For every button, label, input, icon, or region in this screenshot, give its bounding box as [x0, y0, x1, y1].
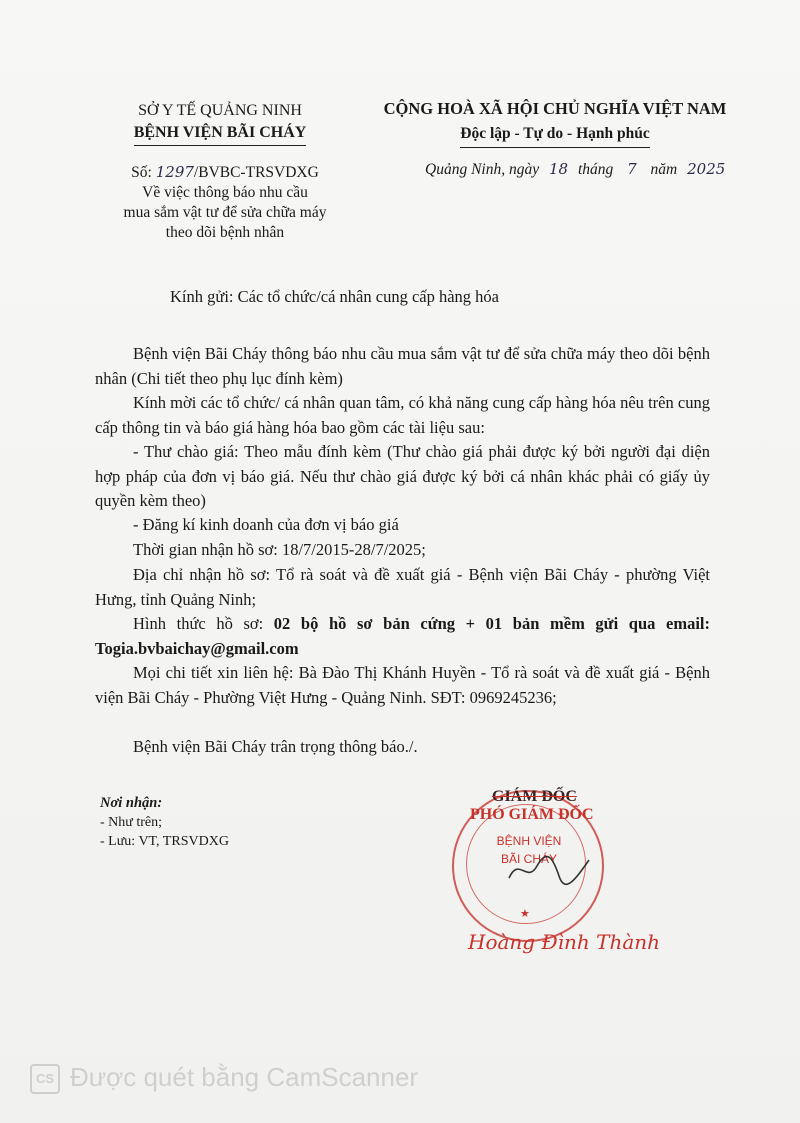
agency-name: SỞ Y TẾ QUẢNG NINH	[138, 102, 302, 119]
country-name: CỘNG HOÀ XÃ HỘI CHỦ NGHĨA VIỆT NAM	[383, 99, 727, 118]
document-date	[425, 160, 755, 179]
date-prefix: Quảng Ninh, ngày	[425, 161, 540, 178]
stamp-text-line-1: BỆNH VIỆN	[496, 834, 562, 848]
body-paragraph-9: Bệnh viện Bãi Cháy trân trọng thông báo./.	[133, 737, 418, 756]
document-number-block	[105, 162, 345, 243]
watermark-text: Được quét bằng CamScanner	[70, 1062, 419, 1092]
body-paragraph-7	[95, 612, 710, 661]
issuer-block	[95, 100, 345, 146]
body-paragraph-3: - Thư chào giá: Theo mẫu đính kèm (Thư chào giá phải được ký bởi người đại diện hợp pháp của đơn vị báo giá. Nếu thư chào giá được ký bởi cá nhân khác phải có giấy ủy quyền kèm theo)	[95, 442, 710, 510]
recipient-line-1: - Như trên;	[100, 815, 163, 830]
submission-format-value: 02 bộ hồ sơ bản cứng + 01 bản mềm gửi qua email: Togia.bvbaichay@gmail.com	[95, 614, 710, 658]
signature-scribble	[505, 850, 595, 890]
national-block	[355, 97, 755, 148]
doc-number-prefix: Số:	[131, 164, 152, 181]
subject-line-1: Về việc thông báo nhu cầu	[142, 184, 308, 201]
doc-number-suffix: /BVBC-TRSVDXG	[193, 164, 319, 181]
signature-title-struck: GIÁM ĐỐC	[492, 788, 577, 805]
body-paragraph-1: Bệnh viện Bãi Cháy thông báo nhu cầu mua sắm vật tư để sửa chữa máy theo dõi bệnh nhân (Chi tiết theo phụ lục đính kèm)	[95, 344, 710, 388]
subject-line-2: mua sắm vật tư để sửa chữa máy	[123, 204, 327, 221]
date-year-label: năm	[650, 161, 678, 178]
date-day: 18	[548, 160, 569, 178]
recipient-line-2: - Lưu: VT, TRSVDXG	[100, 834, 229, 849]
national-motto: Độc lập - Tự do - Hạnh phúc	[460, 122, 649, 148]
subject-line-3: theo dõi bệnh nhân	[165, 224, 285, 241]
body-paragraph-5: Thời gian nhận hồ sơ: 18/7/2015-28/7/2025;	[133, 540, 426, 559]
submission-format-label: Hình thức hồ sơ:	[133, 614, 274, 633]
camscanner-logo-icon: CS	[30, 1064, 60, 1094]
body-paragraph-6: Địa chỉ nhận hồ sơ: Tổ rà soát và đề xuất giá - Bệnh viện Bãi Cháy - phường Việt Hưng, tỉnh Quảng Ninh;	[95, 565, 710, 609]
signature-title: PHÓ GIÁM ĐỐC	[470, 806, 594, 823]
stamp-text-line-2: BÃI CHÁY	[500, 852, 557, 866]
date-month-label: tháng	[577, 161, 614, 178]
date-month: 7	[627, 160, 637, 178]
recipients-title: Nơi nhận:	[100, 795, 163, 811]
doc-number-handwritten: 1297	[155, 163, 194, 181]
scanner-watermark	[30, 1062, 418, 1094]
addressee: Kính gửi: Các tổ chức/cá nhân cung cấp hàng hóa	[170, 287, 499, 306]
signer-name: Hoàng Đình Thành	[468, 930, 661, 954]
date-year: 2025	[687, 160, 726, 178]
body-paragraph-8: Mọi chi tiết xin liên hệ: Bà Đào Thị Khánh Huyền - Tổ rà soát và đề xuất giá - Bệnh viện Bãi Cháy - Phường Việt Hưng - Quảng Ninh. SĐT: 0969245236;	[95, 663, 710, 707]
recipients-block	[100, 794, 229, 851]
stamp-star-icon: ★	[520, 908, 530, 920]
hospital-name: BỆNH VIỆN BÃI CHÁY	[134, 122, 307, 146]
body-paragraph-2: Kính mời các tổ chức/ cá nhân quan tâm, có khả năng cung cấp hàng hóa nêu trên cung cấp thông tin và báo giá hàng hóa bao gồm các tài liệu sau:	[95, 393, 710, 437]
body-paragraph-4: - Đăng kí kinh doanh của đơn vị báo giá	[133, 515, 399, 534]
